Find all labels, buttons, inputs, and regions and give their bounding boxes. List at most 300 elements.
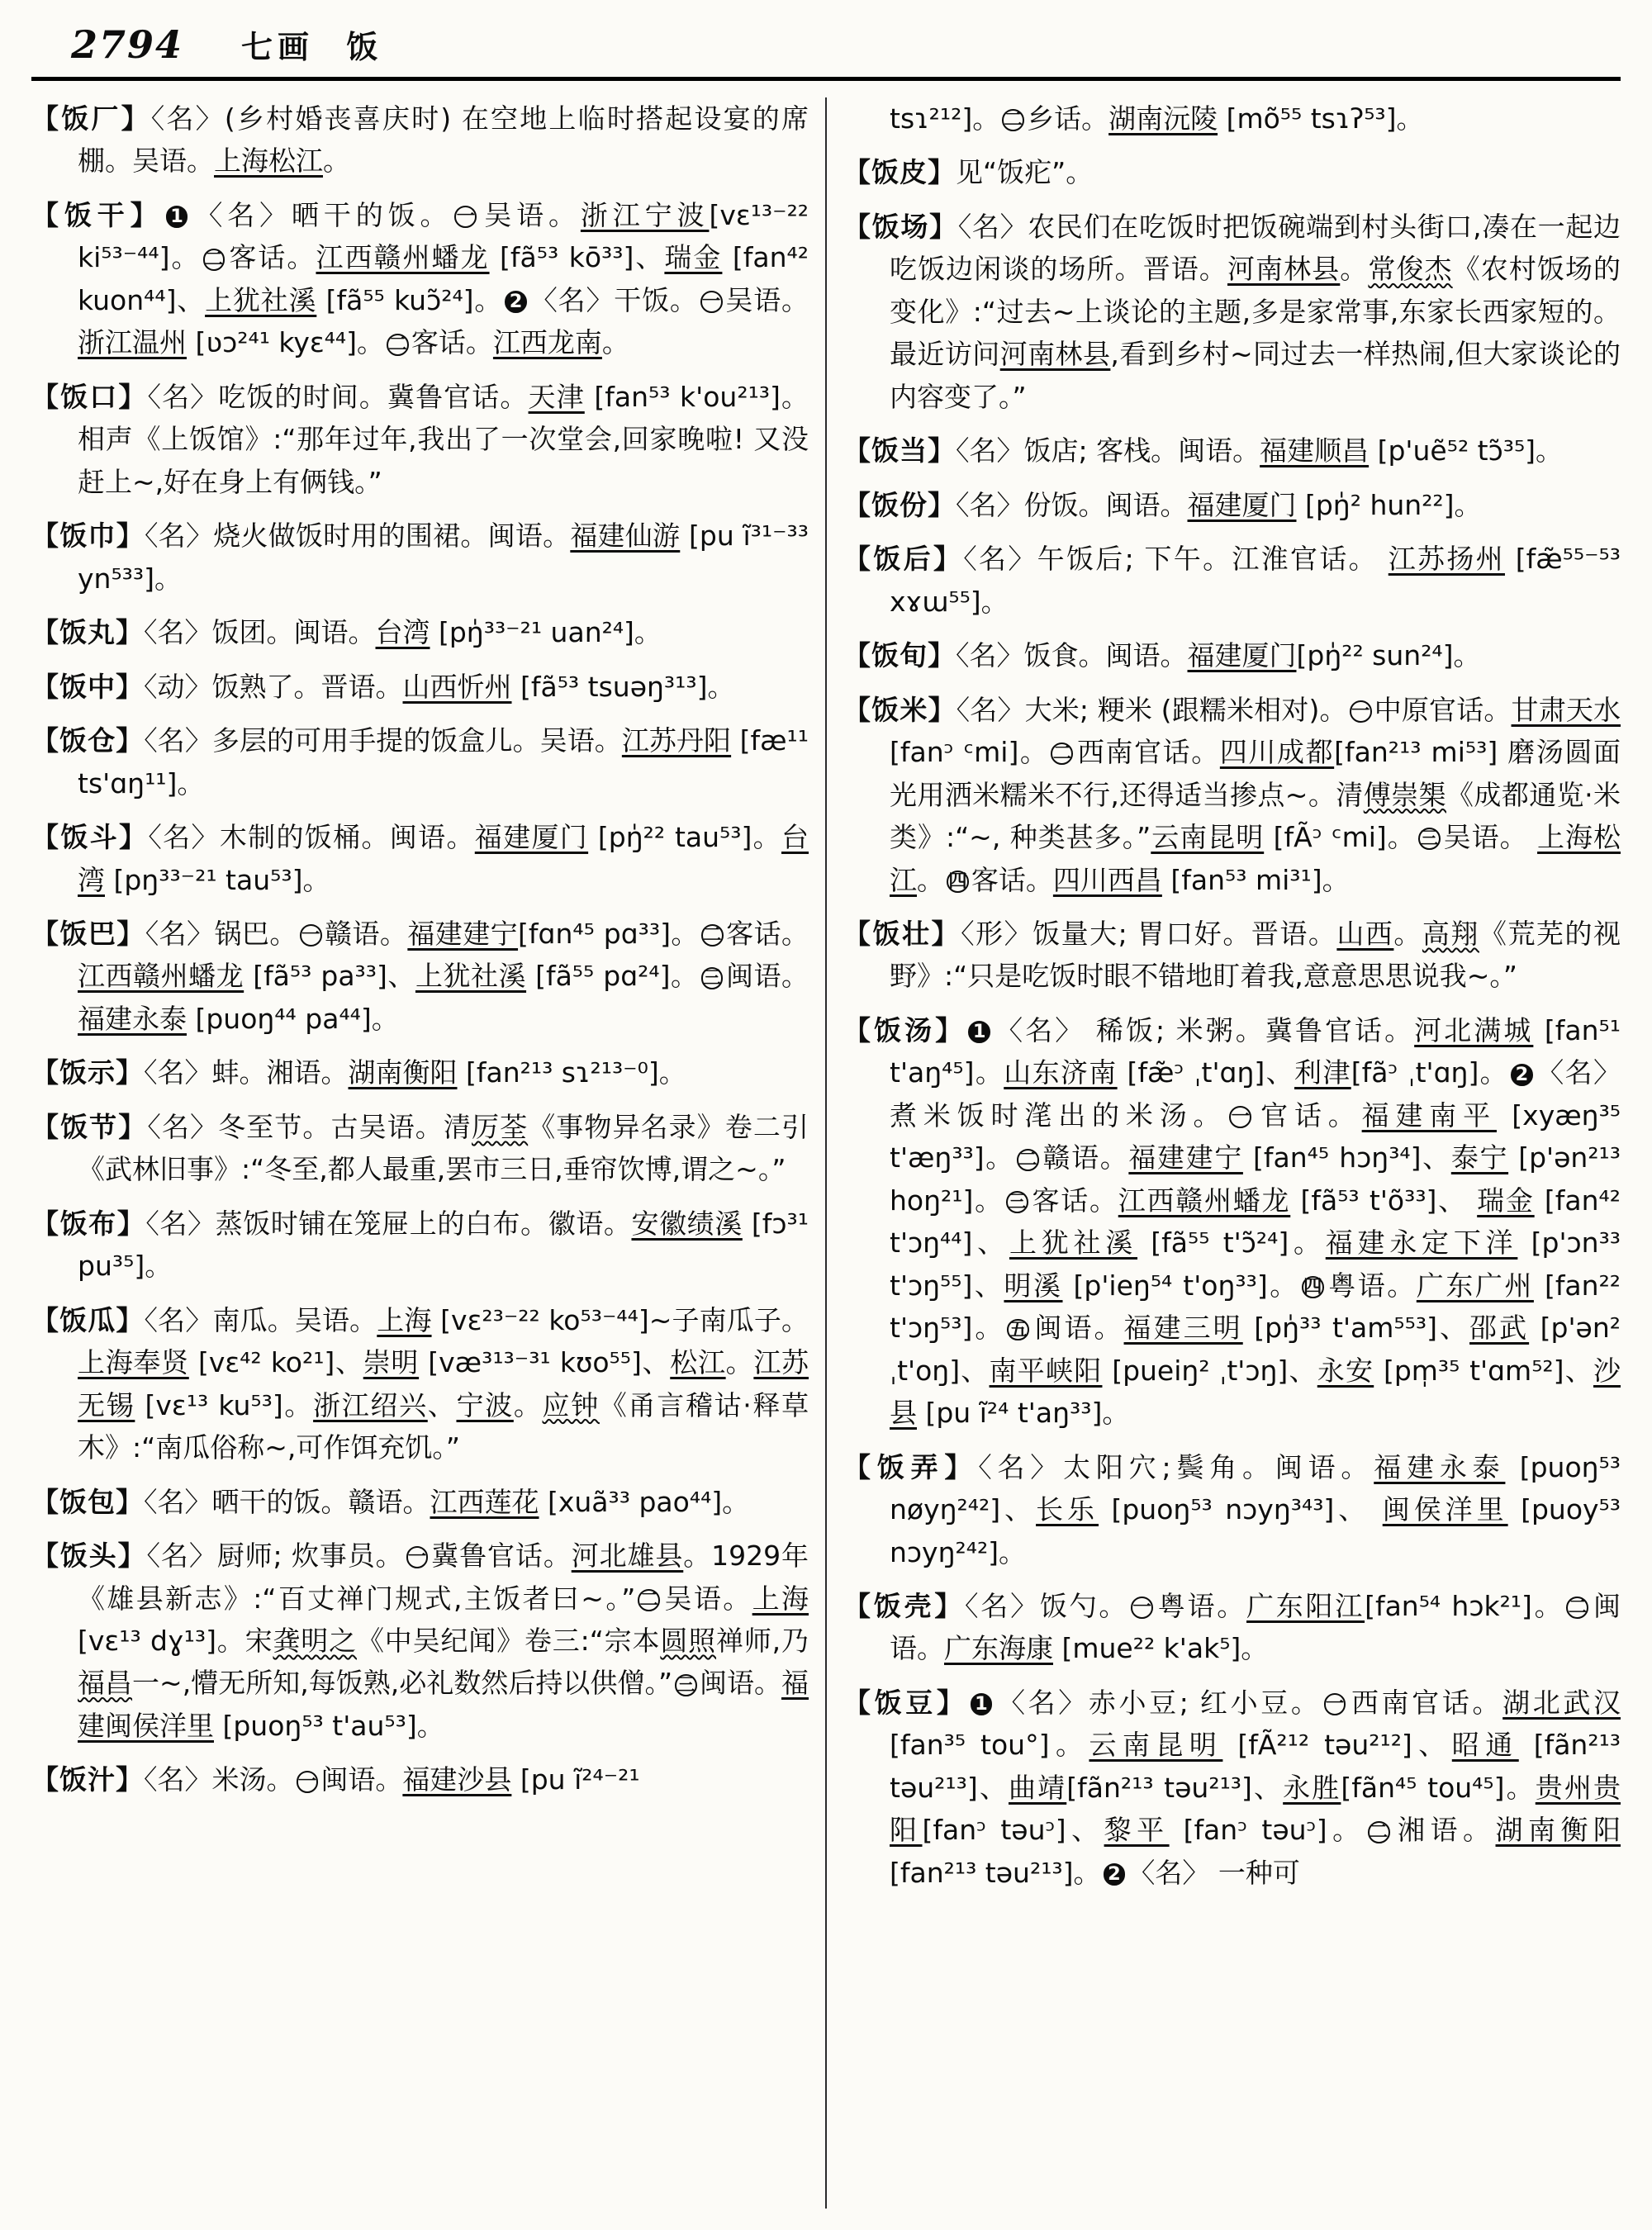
place-name: 沙县 (890, 1354, 1621, 1430)
place-name: 福建建宁 (1128, 1141, 1243, 1174)
entry-headword: 【饭壳】 (843, 1590, 966, 1622)
entry-text-segment: 〈名〉(乡村婚丧喜庆时) 在空地上临时搭起设宴的席棚。吴语。 (78, 102, 809, 178)
sense-number-badge: 1 (968, 1021, 990, 1043)
entry-text-segment: 〈名〉份饭。闽语。 (956, 488, 1188, 521)
entry-text-segment: [p'uẽ⁵² tɔ̃³⁵]。 (1369, 434, 1564, 467)
dict-entry (843, 1009, 1621, 1435)
entry-headword: 【饭瓜】 (31, 1303, 145, 1336)
place-name: 明溪 (1004, 1269, 1063, 1302)
entry-text-segment: 官话。 (1254, 1098, 1362, 1132)
place-name: 瑞金 (1477, 1184, 1535, 1217)
entry-headword: 【饭节】 (31, 1110, 148, 1143)
entry-text-segment: [fan⁴⁵ hɔŋ³⁴]、 (1242, 1141, 1451, 1174)
dict-entry (31, 666, 809, 708)
entry-text-segment: [vɛ¹³ dɣ¹³]。宋 (78, 1625, 273, 1657)
entry-text-segment: 〈名〉饭食。闽语。 (956, 639, 1188, 672)
entry-headword: 【饭份】 (843, 488, 956, 521)
entry-text-segment: 乡话。 (1027, 102, 1109, 135)
dialect-subdivision-badge: 二 (1002, 109, 1024, 131)
dialect-subdivision-badge: 一 (1229, 1106, 1251, 1128)
dialect-subdivision-badge: 一 (297, 1771, 319, 1793)
place-name: 江西龙南 (492, 326, 602, 359)
entry-text-segment: 《农村饭场的变化》:“过去~上谈论的主题,多是家常事,东家长西家短的。最近访问 (890, 253, 1621, 371)
place-name: 山西忻州 (402, 670, 512, 703)
dialect-subdivision-badge: 四 (1302, 1276, 1324, 1298)
entry-text-segment: 〈名〉农民们在吃饭时把饭碗端到村头街口,凑在一起边吃饭边闲谈的场所。晋语。 (890, 210, 1621, 286)
entry-text-segment: [pŋ̍²² tau⁵³]。 (588, 821, 782, 854)
entry-headword: 【饭皮】 (843, 156, 956, 189)
dialect-subdivision-badge: 二 (1368, 1821, 1390, 1843)
place-name: 昭通 (1451, 1729, 1519, 1762)
dict-entry (843, 689, 1621, 901)
sense-number-badge: 2 (505, 291, 527, 313)
entry-text-segment: [pŋ̍³³⁻²¹ uan²⁴]。 (430, 616, 662, 649)
dialect-subdivision-badge: 一 (300, 924, 322, 947)
entry-text-segment: [fan⁵³ mi³¹]。 (1161, 863, 1350, 896)
place-name: 广东阳江 (1246, 1590, 1365, 1622)
entry-text-segment: [pŋ̍³³ t'am⁵⁵³]、 (1242, 1312, 1470, 1345)
entry-text-segment: [fanᵓ ᶜmi]。 (890, 736, 1049, 769)
entry-text-segment: [p'ən²¹³ hoŋ²¹]。 (890, 1141, 1621, 1217)
place-name: 黎平 (1104, 1814, 1170, 1847)
dict-entry (31, 515, 809, 600)
dict-entry (31, 1299, 809, 1469)
dict-entry (843, 634, 1621, 676)
dict-entry-continuation (843, 97, 1621, 140)
place-name: 广东海康 (944, 1632, 1053, 1665)
dict-entry (31, 1535, 809, 1747)
entry-text-segment: [pueiŋ² ˌt'ɔŋ]、 (1102, 1354, 1317, 1387)
place-name: 松江 (670, 1346, 726, 1379)
dict-entry (843, 484, 1621, 526)
place-name: 上海松江 (890, 821, 1621, 896)
dict-entry (31, 376, 809, 503)
entry-text-segment: 〈名〉饭团。闽语。 (144, 616, 376, 649)
entry-text-segment: 《中吴纪闻》卷三:“宗本 (356, 1625, 661, 1657)
entry-headword: 【饭米】 (843, 693, 957, 726)
place-name: 福建厦门 (1187, 488, 1297, 521)
dict-entry (31, 194, 809, 364)
entry-text-segment: 〈名〉木制的饭桶。闽语。 (148, 821, 475, 854)
place-name: 长乐 (1036, 1493, 1099, 1526)
entry-text-segment: [pŋ̍² hun²²]。 (1296, 488, 1482, 521)
entry-headword: 【饭巾】 (31, 520, 145, 553)
entry-text-segment: [fanᵓ təuᵓ]、 (922, 1814, 1104, 1847)
page-number: 2794 (71, 22, 184, 67)
person-name: 傅崇榘 (1363, 778, 1446, 811)
entry-text-segment: 。 (513, 1388, 543, 1421)
entry-text-segment: [fã⁵³ t'õ³³]、 (1290, 1184, 1478, 1217)
dialect-subdivision-badge: 一 (406, 1546, 429, 1568)
place-name: 上海 (377, 1303, 432, 1336)
entry-text-segment: 〈名〉米汤。 (144, 1763, 294, 1796)
entry-text-segment: [puoy⁵³ nɔyŋ²⁴²]。 (890, 1493, 1621, 1568)
entry-text-segment: [p'ɔn³³ t'ɔŋ⁵⁵]、 (890, 1226, 1621, 1302)
entry-text-segment: 粤语。 (1155, 1590, 1247, 1622)
entry-text-segment: [vɛ⁴² ko²¹]、 (188, 1346, 363, 1379)
left-column (31, 94, 809, 2209)
entry-text-segment: [fãᵓ ˌt'ɑŋ]。 (1351, 1056, 1509, 1089)
place-name: 云南昆明 (1151, 821, 1265, 854)
entry-text-segment: 客话。 (227, 241, 316, 274)
entry-text-segment: 闽语。 (890, 1590, 1621, 1665)
entry-text-segment: [xyæŋ³⁵ t'æŋ³³]。 (890, 1098, 1621, 1174)
person-name: 圆照 (660, 1625, 717, 1657)
place-name: 湖南沅陵 (1108, 102, 1218, 135)
section-title (241, 21, 377, 67)
place-name: 福建永定下洋 (1325, 1226, 1518, 1260)
entry-text-segment: 。 (1393, 917, 1422, 950)
entry-text-segment: [fãn²¹³ təu²¹³]、 (1066, 1771, 1284, 1804)
entry-text-segment: 吴语。 (724, 283, 809, 316)
entry-text-segment: [pŋ̍²² sun²⁴]。 (1296, 639, 1481, 672)
place-name: 江苏丹阳 (621, 724, 732, 757)
dict-entry (843, 1682, 1621, 1894)
place-name: 福建厦门 (474, 821, 589, 854)
entry-text-segment: [fã⁵³ tsuəŋ³¹³]。 (511, 670, 735, 703)
dialect-subdivision-badge: 一 (454, 206, 477, 228)
dialect-subdivision-badge: 三 (675, 1674, 697, 1696)
entry-text-segment: [pu ĩ²⁴⁻²¹ (511, 1763, 640, 1796)
dict-entry (31, 1203, 809, 1288)
entry-text-segment: [fÃᵓ ᶜmi]。 (1264, 821, 1416, 854)
entry-text-segment: [p'ən² ˌt'oŋ]、 (890, 1312, 1621, 1387)
entry-text-segment: [væ³¹³⁻³¹ kʊo⁵⁵]、 (419, 1346, 671, 1379)
right-column (843, 94, 1621, 2209)
dict-entry (843, 1585, 1621, 1670)
dialect-subdivision-badge: 一 (1131, 1597, 1153, 1619)
place-name: 南平峡阳 (989, 1354, 1103, 1387)
entry-text-segment: [fæ̃ᵓ ˌt'ɑŋ]、 (1117, 1056, 1294, 1089)
dict-entry (843, 206, 1621, 418)
dialect-subdivision-badge: 三 (1418, 828, 1441, 850)
entry-text-segment: 西南官话。 (1075, 736, 1220, 769)
dialect-subdivision-badge: 二 (1017, 1149, 1039, 1171)
place-name: 曲靖 (1008, 1771, 1067, 1804)
entry-text-segment: [pŋ³³⁻²¹ tau⁵³]。 (105, 863, 330, 896)
place-name: 崇明 (363, 1346, 420, 1379)
dict-entry (843, 538, 1621, 623)
place-name: 山西 (1336, 917, 1394, 950)
entry-text-segment: 冀鲁官话。 (430, 1540, 572, 1573)
entry-headword: 【饭布】 (31, 1207, 146, 1240)
place-name: 江西赣州蟠龙 (1118, 1184, 1291, 1217)
entry-text-segment: 粤语。 (1326, 1269, 1417, 1302)
entry-text-segment: 。 (601, 326, 629, 359)
entry-text-segment: 西南官话。 (1348, 1686, 1503, 1719)
place-name: 甘肃天水 (1511, 693, 1621, 726)
entry-text-segment: 一~,懵无所知,每饭熟,必礼数然后持以供僧。” (132, 1667, 673, 1700)
entry-text-segment: 〈名〉吃饭的时间。冀鲁官话。 (147, 380, 529, 413)
person-name: 龚明之 (273, 1625, 357, 1657)
place-name: 安徽绩溪 (631, 1207, 743, 1240)
person-name: 常俊杰 (1368, 253, 1453, 286)
place-name: 闽侯洋里 (1382, 1493, 1508, 1526)
entry-text-segment: [pm̩³⁵ t'ɑm⁵²]、 (1374, 1354, 1593, 1387)
dialect-subdivision-badge: 一 (700, 291, 723, 313)
place-name: 四川西昌 (1052, 863, 1162, 896)
entry-text-segment: 禅师,乃 (716, 1625, 809, 1657)
entry-text-segment: 〈名〉晒干的饭。赣语。 (144, 1485, 430, 1518)
place-name: 利津 (1294, 1056, 1351, 1089)
place-name: 福建永泰 (1374, 1450, 1506, 1483)
place-name: 上犹社溪 (205, 283, 317, 316)
place-name: 福建南平 (1361, 1098, 1497, 1132)
entry-headword: 【饭巴】 (31, 917, 145, 950)
place-name: 四川成都 (1219, 736, 1335, 769)
entry-text-segment: 〈名〉冬至节。古吴语。清 (147, 1110, 472, 1143)
entry-text-segment: 〈名〉饭勺。 (965, 1590, 1129, 1622)
dialect-subdivision-badge: 二 (387, 334, 409, 356)
entry-text-segment: 、 (427, 1388, 457, 1421)
entry-text-segment: 吴语。 (479, 198, 581, 231)
place-name: 湖北武汉 (1502, 1686, 1621, 1719)
sense-number-badge: 2 (1104, 1863, 1126, 1886)
entry-text-segment: [fɔ³¹ pu³⁵]。 (78, 1207, 809, 1283)
entry-text-segment: 客话。 (725, 917, 809, 950)
dialect-subdivision-badge: 二 (203, 249, 225, 271)
entry-text-segment: 〈名〉南瓜。吴语。 (144, 1303, 377, 1336)
entry-text-segment: [fæ̃⁵⁵⁻⁵³ xɤɯ⁵⁵]。 (890, 543, 1621, 618)
entry-text-segment: 赣语。 (1041, 1141, 1129, 1174)
place-name: 福建顺昌 (1260, 434, 1370, 467)
place-name: 福建永泰 (78, 1002, 187, 1035)
section-stroke-count: 七画 (241, 29, 315, 65)
dict-entry (31, 816, 809, 901)
entry-text-segment: [fan⁵³ k'ou²¹³]。相声《上饭馆》:“那年过年,我出了一次堂会,回家晚啦! 又没赶上~,好在身上有俩钱。” (78, 380, 809, 498)
place-name: 泰宁 (1450, 1141, 1509, 1174)
entry-text-segment: 〈名〉多层的可用手提的饭盒儿。吴语。 (144, 724, 622, 757)
entry-text-segment: [fɑn⁴⁵ pɑ³³]。 (518, 917, 699, 950)
entry-text-segment: [fã⁵⁵ kuɔ̃²⁴]。 (316, 283, 503, 316)
dialect-subdivision-badge: 二 (1051, 743, 1073, 765)
dict-entry (843, 429, 1621, 472)
place-name: 浙江温州 (78, 326, 187, 359)
entry-text-segment: 《事物异名录》卷二引《武林旧事》:“冬至,都人最重,罢市三日,垂帘饮博,谓之~。” (78, 1110, 809, 1186)
place-name: 江苏扬州 (1388, 543, 1505, 576)
entry-text-segment: [fanᵓ təuᵓ]。 (1169, 1814, 1365, 1847)
place-name: 浙江宁波 (580, 198, 710, 231)
entry-headword: 【饭壮】 (843, 917, 961, 950)
entry-text-segment: 。 (323, 145, 350, 178)
entry-text-segment: [vɛ²³⁻²² ko⁵³⁻⁴⁴]~子南瓜子。 (431, 1303, 809, 1336)
entry-text-segment: 〈名〉赤小豆; 红小豆。 (995, 1686, 1322, 1719)
dialect-subdivision-badge: 一 (1324, 1693, 1346, 1715)
entry-text-segment: 吴语。 (1442, 821, 1538, 854)
entry-headword: 【饭弄】 (843, 1450, 979, 1483)
place-name: 福建厦门 (1187, 639, 1297, 672)
entry-text-segment: [fã⁵⁵ pɑ²⁴]。 (526, 960, 699, 993)
place-name: 浙江绍兴 (313, 1388, 428, 1421)
entry-headword: 【饭豆】 (843, 1686, 968, 1719)
place-name: 江苏无锡 (78, 1346, 809, 1421)
place-name: 邵武 (1469, 1312, 1530, 1345)
person-name: 高翔 (1422, 917, 1479, 950)
dialect-subdivision-badge: 二 (701, 924, 724, 947)
entry-text-segment: [fan²¹³ təu²¹³]。 (890, 1856, 1101, 1889)
text-columns (31, 94, 1621, 2209)
dict-entry (31, 611, 809, 653)
entry-text-segment: 。 (917, 863, 944, 896)
dict-entry (31, 1758, 809, 1801)
entry-text-segment: [fan⁴² t'ɔŋ⁴⁴]、 (890, 1184, 1621, 1260)
entry-text-segment: [vɛ¹³⁻²² ki⁵³⁻⁴⁴]。 (78, 198, 809, 274)
entry-text-segment: 赣语。 (324, 917, 408, 950)
entry-text-segment: 吴语。 (662, 1582, 752, 1615)
entry-text-segment: [mõ⁵⁵ tsɿʔ⁵³]。 (1218, 102, 1424, 135)
place-name: 福建闽侯洋里 (78, 1667, 809, 1742)
entry-headword: 【饭汤】 (843, 1013, 966, 1046)
place-name: 永安 (1317, 1354, 1374, 1387)
entry-text-segment: [fan²² t'ɔŋ⁵³]。 (890, 1269, 1621, 1345)
entry-text-segment: [ʋɔ²⁴¹ kyɛ⁴⁴]。 (187, 326, 385, 359)
entry-text-segment: [fãn²¹³ təu²¹³]、 (890, 1729, 1621, 1804)
entry-text-segment: [fÃ²¹² təu²¹²]、 (1222, 1729, 1452, 1762)
entry-text-segment: 〈名〉锅巴。 (145, 917, 297, 950)
entry-text-segment: [fãn⁴⁵ tou⁴⁵]。 (1341, 1771, 1536, 1804)
entry-headword: 【饭当】 (843, 434, 956, 467)
sense-number-badge: 1 (971, 1693, 993, 1715)
entry-text-segment: tsɿ²¹²]。 (890, 102, 1000, 135)
section-character: 饭 (346, 29, 378, 65)
entry-headword: 【饭后】 (843, 543, 964, 576)
entry-text-segment: 〈名〉饭店; 客栈。闽语。 (956, 434, 1260, 467)
entry-headword: 【饭头】 (31, 1540, 147, 1573)
entry-text-segment: 客话。 (1030, 1184, 1118, 1217)
entry-text-segment: [pu ĩ²⁴ t'aŋ³³]。 (917, 1397, 1130, 1430)
entry-text-segment: [xuã³³ pao⁴⁴]。 (539, 1485, 750, 1518)
place-name: 福建仙游 (570, 520, 681, 553)
sense-number-badge: 1 (166, 206, 188, 228)
entry-text-segment: [puoŋ⁴⁴ pa⁴⁴]。 (187, 1002, 399, 1035)
entry-headword: 【饭旬】 (843, 639, 956, 672)
entry-text-segment: [fã⁵³ pa³³]、 (244, 960, 415, 993)
entry-text-segment: 《成都通览·米类》:“~, 种类甚多。” (890, 778, 1621, 854)
dialect-subdivision-badge: 三 (701, 967, 724, 989)
place-name: 福建三明 (1123, 1312, 1243, 1345)
place-name: 福建建宁 (407, 917, 519, 950)
dict-entry (31, 97, 809, 183)
entry-headword: 【饭厂】 (31, 102, 151, 135)
place-name: 河北雄县 (571, 1540, 684, 1573)
entry-text-segment: 〈名〉 一种可 (1127, 1856, 1300, 1889)
entry-text-segment: 〈名〉煮米饭时滗出的米汤。 (890, 1056, 1621, 1132)
entry-headword: 【饭示】 (31, 1056, 144, 1089)
entry-text-segment: 见“饭疕”。 (956, 156, 1094, 189)
place-name: 湖南衡阳 (1495, 1814, 1621, 1847)
entry-text-segment: [fã⁵⁵ t'ɔ̃²⁴]。 (1137, 1226, 1326, 1260)
entry-text-segment: 中原官话。 (1374, 693, 1512, 726)
place-name: 天津 (528, 380, 585, 413)
place-name: 云南昆明 (1089, 1729, 1223, 1762)
entry-headword: 【饭场】 (843, 210, 958, 243)
entry-text-segment: [puoŋ⁵³ t'au⁵³]。 (214, 1709, 444, 1742)
place-name: 福建沙县 (402, 1763, 512, 1796)
dialect-subdivision-badge: 三 (1006, 1191, 1028, 1213)
entry-text-segment: ,看到乡村~同过去一样热闹,但大家谈论的内容变了。” (890, 338, 1621, 413)
entry-text-segment: 。 (1340, 253, 1369, 286)
entry-text-segment: 闽语。 (725, 960, 809, 993)
dict-entry (843, 151, 1621, 193)
place-name: 江西莲花 (430, 1485, 539, 1518)
place-name: 江西赣州蟠龙 (316, 241, 490, 274)
entry-text-segment: 〈名〉厨师; 炊事员。 (146, 1540, 404, 1573)
entry-text-segment: 客话。 (411, 326, 493, 359)
entry-text-segment: 〈名〉干饭。 (529, 283, 698, 316)
entry-text-segment: [fæ¹¹ ts'ɑŋ¹¹]。 (78, 724, 809, 799)
dict-entry (843, 913, 1621, 998)
place-name: 上海奉贤 (78, 1346, 189, 1379)
place-name: 河南林县 (999, 338, 1111, 371)
entry-text-segment: [vɛ¹³ ku⁵³]。 (135, 1388, 314, 1421)
entry-text-segment: [fan²¹³ mi⁵³] 磨汤圆面光用洒米糯米不行,还得适当掺点~。清 (890, 736, 1621, 811)
entry-text-segment: [fan²¹³ sɿ²¹³⁻⁰]。 (457, 1056, 686, 1089)
entry-text-segment: 〈动〉饭熟了。晋语。 (144, 670, 403, 703)
entry-text-segment: 〈形〉饭量大; 胃口好。晋语。 (961, 917, 1337, 950)
dialect-subdivision-badge: 二 (1566, 1597, 1588, 1619)
entry-headword: 【饭斗】 (31, 821, 149, 854)
place-name: 河北满城 (1414, 1013, 1534, 1046)
dict-entry (31, 1106, 809, 1191)
place-name: 上海松江 (214, 145, 323, 178)
entry-headword: 【饭口】 (31, 380, 148, 413)
entry-text-segment: [fan⁵⁴ hɔk²¹]。 (1365, 1590, 1564, 1622)
place-name: 永胜 (1283, 1771, 1341, 1804)
place-name: 宁波 (456, 1388, 514, 1421)
place-name: 湖南衡阳 (348, 1056, 458, 1089)
place-name: 台湾 (375, 616, 430, 649)
entry-text-segment: [fan⁵¹ t'aŋ⁴⁵]。 (890, 1013, 1621, 1089)
entry-text-segment: [fan³⁵ tou°]。 (890, 1729, 1089, 1762)
entry-text-segment: 《甬言稽诂·释草木》:“南瓜俗称~,可作饵充饥。” (78, 1388, 809, 1464)
entry-text-segment: 〈名〉午饭后; 下午。江淮官话。 (963, 543, 1389, 576)
entry-text-segment: 〈名〉太阳穴;鬓角。闽语。 (978, 1450, 1374, 1483)
entry-text-segment: 。1929年《雄县新志》:“百丈禅门规式,主饭者曰~。” (78, 1540, 809, 1615)
entry-text-segment: [puoŋ⁵³ nɔyŋ³⁴³]、 (1099, 1493, 1383, 1526)
entry-text-segment: 闽语。 (320, 1763, 403, 1796)
entry-text-segment: 〈名〉蚌。湘语。 (144, 1056, 349, 1089)
place-name: 上海 (752, 1582, 809, 1615)
entry-text-segment: 客话。 (971, 863, 1053, 896)
entry-text-segment: 〈名〉蒸饭时铺在笼屉上的白布。徽语。 (145, 1207, 632, 1240)
dict-entry (31, 1051, 809, 1094)
entry-text-segment: [fã⁵³ kō³³]、 (489, 241, 665, 274)
person-name: 福昌 (78, 1667, 133, 1700)
entry-text-segment: 〈名〉大米; 粳米 (跟糯米相对)。 (956, 693, 1347, 726)
dialect-subdivision-badge: 二 (638, 1589, 660, 1611)
place-name: 贵州贵阳 (890, 1771, 1621, 1847)
entry-text-segment: 。 (725, 1346, 754, 1379)
person-name: 厉荃 (472, 1110, 529, 1143)
sense-number-badge: 2 (1511, 1064, 1533, 1086)
dict-entry (31, 913, 809, 1040)
entry-text-segment: [p'ieŋ⁵⁴ t'oŋ³³]。 (1062, 1269, 1299, 1302)
entry-text-segment: 《荒芜的视野》:“只是吃饭时眼不错地盯着我,意意思思说我~。” (890, 917, 1621, 993)
entry-text-segment: 闽语。 (699, 1667, 782, 1700)
dialect-subdivision-badge: 四 (947, 871, 969, 893)
entry-headword: 【饭汁】 (31, 1763, 144, 1796)
place-name: 山东济南 (1004, 1056, 1118, 1089)
entry-text-segment: 〈名〉晒干的饭。 (190, 198, 453, 231)
entry-headword: 【饭仓】 (31, 724, 145, 757)
person-name: 应钟 (542, 1388, 600, 1421)
place-name: 广东广州 (1416, 1269, 1534, 1302)
dict-entry (31, 719, 809, 804)
place-name: 河南林县 (1227, 253, 1341, 286)
entry-text-segment: [mue²² k'ak⁵]。 (1053, 1632, 1269, 1665)
entry-text-segment: 闽语。 (1032, 1312, 1124, 1345)
place-name: 江西赣州蟠龙 (78, 960, 244, 993)
